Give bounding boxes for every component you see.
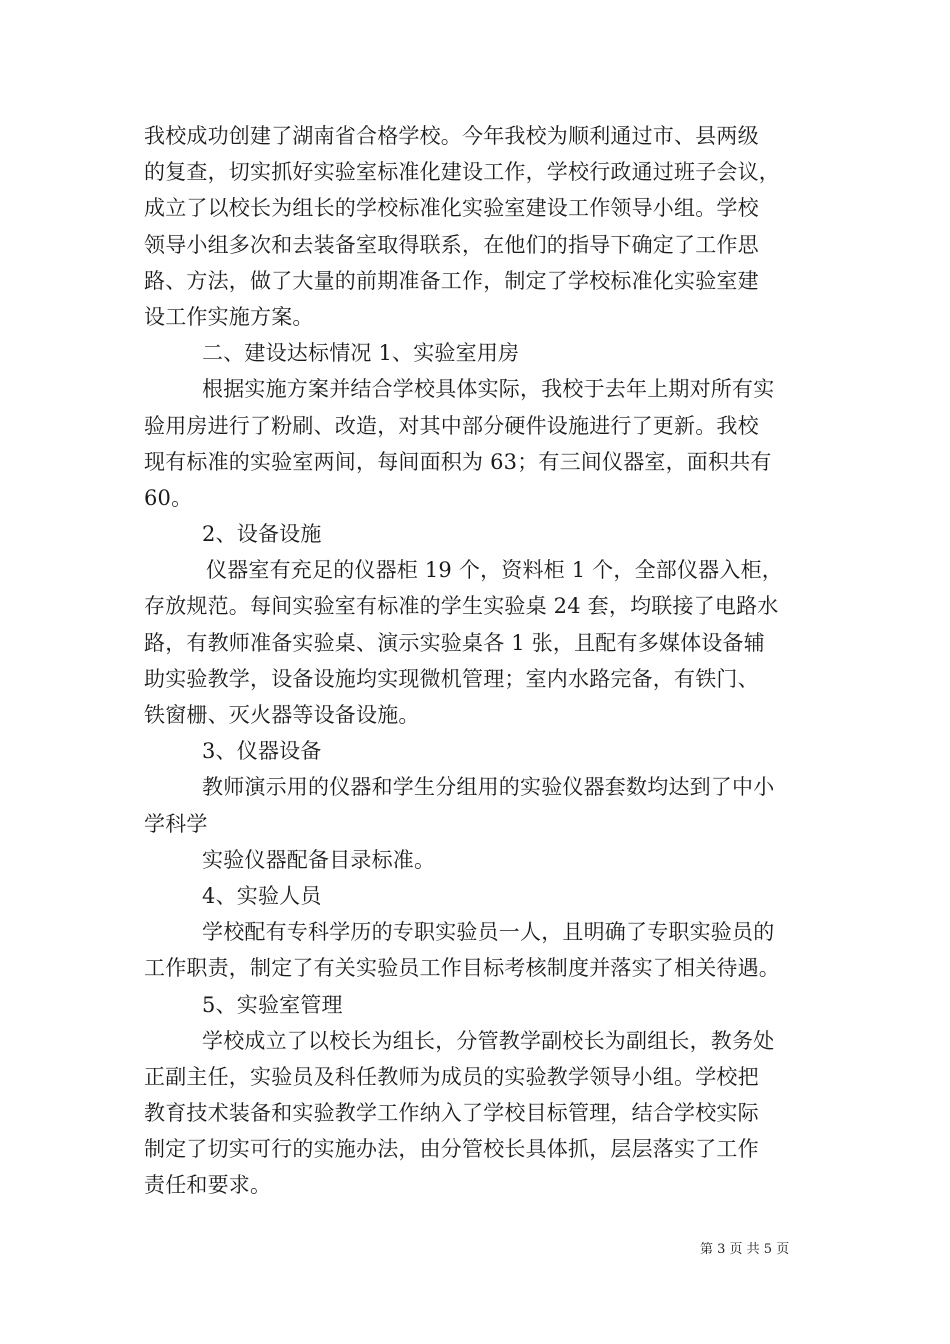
body-line: 助实验教学，设备设施均实现微机管理；室内水路完备，有铁门、 (144, 666, 759, 691)
section-heading: 5、实验室管理 (202, 992, 343, 1017)
body-line: 教育技术装备和实验教学工作纳入了学校目标管理，结合学校实际 (144, 1101, 759, 1126)
body-line: 我校成功创建了湖南省合格学校。今年我校为顺利通过市、县两级 (144, 124, 759, 148)
body-line: 成立了以校长为组长的学校标准化实验室建设工作领导小组。学校 (144, 196, 759, 221)
body-line: 学科学 (144, 811, 208, 836)
body-line: 制定了切实可行的实施办法，由分管校长具体抓，层层落实了工作 (144, 1137, 759, 1162)
body-line: 的复查，切实抓好实验室标准化建设工作，学校行政通过班子会议， (144, 160, 780, 185)
body-line: 铁窗栅、灭火器等设备设施。 (144, 703, 420, 727)
body-line: 工作职责，制定了有关实验员工作目标考核制度并落实了相关待遇。 (144, 956, 780, 981)
body-line: 验用房进行了粉刷、改造，对其中部分硬件设施进行了更新。我校 (144, 413, 759, 438)
body-line: 学校成立了以校长为组长，分管教学副校长为副组长，教务处 (202, 1028, 775, 1053)
document-body (144, 118, 816, 1204)
body-line: 实验仪器配备目录标准。 (202, 847, 436, 872)
body-line: 设工作实施方案。 (144, 304, 314, 329)
body-line: 仪器室有充足的仪器柜 19 个，资料柜 1 个，全部仪器入柜， (206, 558, 783, 583)
body-line: 学校配有专科学历的专职实验员一人，且明确了专职实验员的 (202, 920, 775, 945)
section-heading: 3、仪器设备 (202, 739, 322, 764)
section-heading: 2、设备设施 (202, 522, 322, 547)
body-line: 路，有教师准备实验桌、演示实验桌各 1 张，且配有多媒体设备辅 (144, 630, 765, 655)
body-line: 路、方法，做了大量的前期准备工作，制定了学校标准化实验室建 (144, 268, 759, 293)
page-number: 第 3 页 共 5 页 (700, 1242, 790, 1257)
section-heading: 4、实验人员 (202, 883, 322, 908)
section-heading: 二、建设达标情况 1、实验室用房 (202, 341, 520, 366)
body-line: 责任和要求。 (144, 1173, 272, 1198)
body-line: 领导小组多次和去装备室取得联系，在他们的指导下确定了工作思 (144, 232, 759, 257)
body-line: 教师演示用的仪器和学生分组用的实验仪器套数均达到了中小 (202, 775, 775, 800)
body-line: 正副主任，实验员及科任教师为成员的实验教学领导小组。学校把 (144, 1064, 759, 1089)
body-line: 根据实施方案并结合学校具体实际，我校于去年上期对所有实 (202, 377, 775, 402)
body-line: 60。 (144, 485, 193, 510)
body-line: 存放规范。每间实验室有标准的学生实验桌 24 套，均联接了电路水 (144, 594, 779, 619)
body-line: 现有标准的实验室两间，每间面积为 63；有三间仪器室，面积共有 (144, 449, 772, 474)
